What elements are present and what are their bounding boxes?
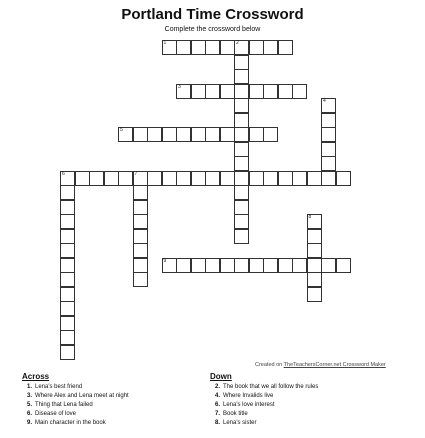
grid-cell[interactable] [307,171,322,186]
grid-cell[interactable] [60,301,75,316]
clue-text: Where Alex and Lena meet at night [35,393,129,399]
clue-text: Lena's best friend [35,384,83,390]
grid-cell[interactable] [263,40,278,55]
clue-number: 6. [26,411,32,417]
grid-cell[interactable] [205,84,220,99]
clue-down-6 [210,401,318,410]
grid-cell[interactable] [133,214,148,229]
grid-cell[interactable] [60,345,75,360]
clue-text: Where Invalids live [223,393,274,399]
grid-cell[interactable] [278,84,293,99]
grid-cell[interactable] [292,171,307,186]
cell-number: 1 [163,40,167,46]
grid-cell[interactable] [60,272,75,287]
credit-link[interactable]: TheTeachersCorner.net Crossword Maker [283,362,386,368]
grid-cell[interactable] [234,40,249,55]
grid-cell[interactable] [162,258,177,273]
grid-cell[interactable] [118,171,133,186]
clue-number: 1. [26,384,32,390]
grid-cell[interactable] [220,84,235,99]
grid-cell[interactable] [249,40,264,55]
grid-cell[interactable] [60,287,75,302]
clue-number: 8. [214,420,220,426]
grid-cell[interactable] [176,84,191,99]
clue-number: 2. [214,384,220,390]
grid-cell[interactable] [60,229,75,244]
clue-number: 5. [26,402,32,408]
cell-number: 4 [323,98,326,104]
clue-text: Lena's love interest [223,402,275,408]
grid-cell[interactable] [234,200,249,215]
clue-number: 9. [26,420,32,426]
clue-across-9 [22,419,129,428]
grid-cell[interactable] [336,258,351,273]
clue-number: 4. [214,393,220,399]
grid-cell[interactable] [220,40,235,55]
grid-cell[interactable] [133,185,148,200]
page-subtitle: Complete the crossword below [164,26,261,33]
grid-cell[interactable] [234,214,249,229]
grid-cell[interactable] [133,243,148,258]
grid-cell[interactable] [60,316,75,331]
grid-cell[interactable] [234,84,249,99]
grid-cell[interactable] [60,171,75,186]
grid-cell[interactable] [234,185,249,200]
grid-cell[interactable] [292,258,307,273]
grid-cell[interactable] [234,142,249,157]
grid-cell[interactable] [133,229,148,244]
grid-cell[interactable] [60,330,75,345]
clue-down-2 [210,383,318,392]
grid-cell[interactable] [162,127,177,142]
grid-cell[interactable] [104,171,119,186]
grid-cell[interactable] [176,40,191,55]
grid-cell[interactable] [263,171,278,186]
clue-number: 7. [214,411,220,417]
credit-line [255,362,386,368]
grid-cell[interactable] [162,40,177,55]
grid-cell[interactable] [234,98,249,113]
credit-prefix: Created on [255,362,284,368]
grid-cell[interactable] [205,127,220,142]
grid-cell[interactable] [60,243,75,258]
cell-number: 8 [308,214,312,220]
grid-cell[interactable] [321,127,336,142]
grid-cell[interactable] [249,84,264,99]
grid-cell[interactable] [205,40,220,55]
clue-down-7 [210,410,318,419]
grid-cell[interactable] [263,84,278,99]
grid-cell[interactable] [307,243,322,258]
grid-cell[interactable] [336,171,351,186]
grid-cell[interactable] [162,171,177,186]
grid-cell[interactable] [60,200,75,215]
grid-cell[interactable] [75,171,90,186]
cell-number: 6 [62,170,65,177]
clue-across-6 [22,410,129,419]
grid-cell[interactable] [321,142,336,157]
grid-cell[interactable] [278,258,293,273]
grid-cell[interactable] [133,272,148,287]
grid-cell[interactable] [249,258,264,273]
grid-cell[interactable] [321,156,336,171]
grid-cell[interactable] [60,214,75,229]
grid-cell[interactable] [307,214,322,229]
grid-cell[interactable] [307,287,322,302]
down-clues [210,372,318,428]
page-title: Portland Time Crossword [121,6,304,23]
grid-cell[interactable] [147,127,162,142]
clue-across-1 [22,383,129,392]
grid-cell[interactable] [133,200,148,215]
grid-cell[interactable] [133,258,148,273]
grid-cell[interactable] [118,127,133,142]
grid-cell[interactable] [263,258,278,273]
grid-cell[interactable] [176,258,191,273]
across-clues [22,372,129,428]
grid-cell[interactable] [191,127,206,142]
clue-down-8 [210,419,318,428]
clue-text: Thing that Lena failed [35,402,93,408]
grid-cell[interactable] [220,127,235,142]
grid-cell[interactable] [191,171,206,186]
clue-text: The book that we all follow the rules [223,384,319,390]
cell-number: 7 [134,170,138,177]
grid-cell[interactable] [205,171,220,186]
grid-cell[interactable] [234,127,249,142]
grid-cell[interactable] [176,127,191,142]
grid-cell[interactable] [191,84,206,99]
grid-cell[interactable] [321,171,336,186]
grid-cell[interactable] [60,258,75,273]
grid-cell[interactable] [234,258,249,273]
clue-text: Lena's sister [223,420,257,426]
grid-cell[interactable] [205,258,220,273]
clue-text: Disease of love [35,411,77,417]
grid-cell[interactable] [278,40,293,55]
grid-cell[interactable] [234,229,249,244]
grid-cell[interactable] [321,113,336,128]
clue-text: Book title [223,411,248,417]
grid-cell[interactable] [307,258,322,273]
clue-down-4 [210,392,318,401]
cell-number: 3 [178,83,181,90]
grid-cell[interactable] [292,84,307,99]
grid-cell[interactable] [263,127,278,142]
cell-number: 9 [163,257,167,264]
grid-cell[interactable] [191,40,206,55]
clue-text: Main character in the book [35,420,106,426]
grid-cell[interactable] [147,171,162,186]
down-heading: Down [210,372,232,381]
grid-cell[interactable] [89,171,104,186]
grid-cell[interactable] [321,98,336,113]
grid-cell[interactable] [234,69,249,84]
grid-cell[interactable] [60,185,75,200]
across-heading: Across [22,372,50,381]
clue-number: 6. [214,402,220,408]
grid-cell[interactable] [234,55,249,70]
grid-cell[interactable] [176,171,191,186]
grid-cell[interactable] [234,156,249,171]
grid-cell[interactable] [220,258,235,273]
grid-cell[interactable] [249,127,264,142]
grid-cell[interactable] [307,272,322,287]
clue-across-5 [22,401,129,410]
grid-cell[interactable] [220,171,235,186]
grid-cell[interactable] [133,127,148,142]
grid-cell[interactable] [249,171,264,186]
grid-cell[interactable] [307,229,322,244]
cell-number: 5 [120,127,123,133]
cell-number: 2 [236,40,239,46]
grid-cell[interactable] [234,113,249,128]
clue-number: 3. [26,393,32,399]
grid-cell[interactable] [321,258,336,273]
clue-across-3 [22,392,129,401]
grid-cell[interactable] [133,171,148,186]
grid-cell[interactable] [278,171,293,186]
grid-cell[interactable] [191,258,206,273]
grid-cell[interactable] [234,171,249,186]
